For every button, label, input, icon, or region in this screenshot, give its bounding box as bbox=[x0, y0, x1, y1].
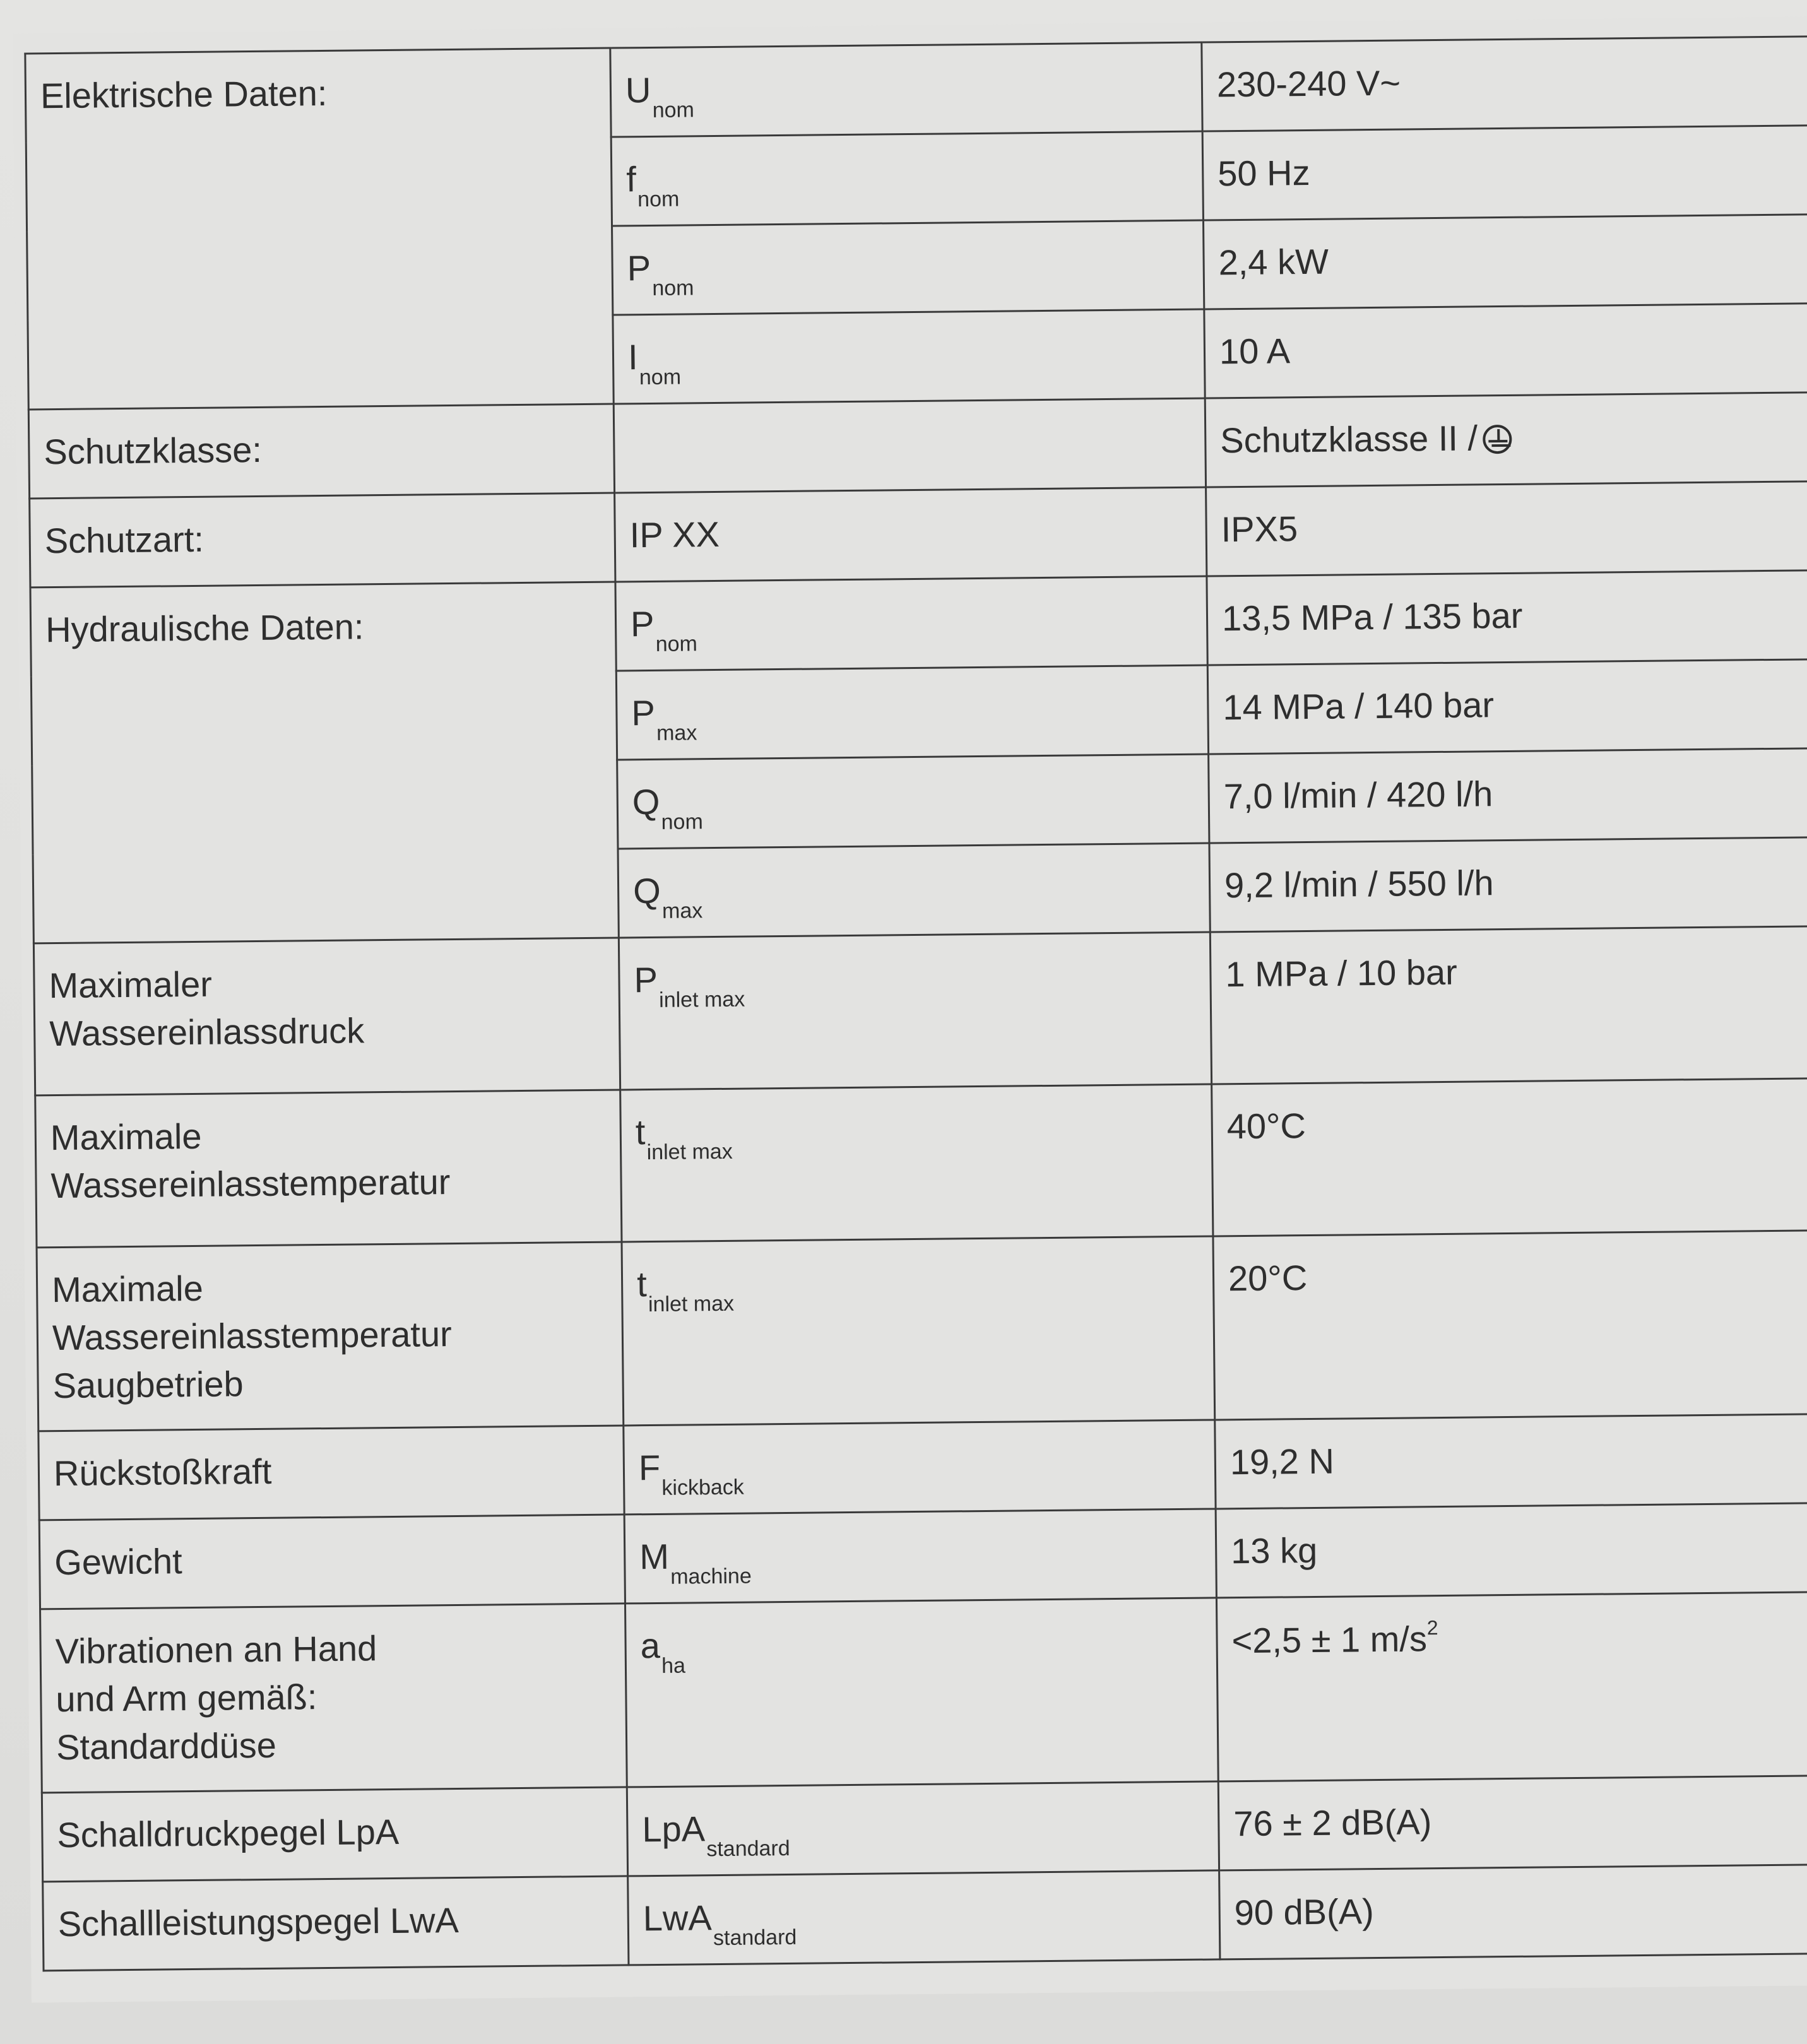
row-label-schutzklasse bbox=[28, 404, 614, 499]
value-text: 13,5 MPa / 135 bar bbox=[1221, 595, 1523, 639]
value-text: 76 ± 2 dB(A) bbox=[1233, 1802, 1432, 1844]
table-row bbox=[25, 36, 1807, 143]
symbol-subscript: nom bbox=[652, 98, 695, 122]
table-row bbox=[40, 1592, 1807, 1793]
value-cell bbox=[1202, 125, 1807, 220]
label-text: Wassereinlasstemperatur bbox=[50, 1162, 451, 1206]
label-text: Wassereinlasstemperatur bbox=[52, 1314, 453, 1358]
value-cell bbox=[1205, 392, 1807, 487]
label-text: Maximale bbox=[50, 1116, 202, 1158]
symbol-cell bbox=[624, 1420, 1216, 1515]
table-row bbox=[28, 392, 1807, 499]
value-cell bbox=[1209, 748, 1807, 843]
symbol-text: P bbox=[631, 692, 656, 733]
symbol-cell bbox=[615, 576, 1207, 671]
value-text: 1 MPa / 10 bar bbox=[1225, 952, 1458, 995]
label-text: Schallleistungspegel LwA bbox=[57, 1899, 459, 1944]
table-row bbox=[35, 1078, 1807, 1248]
symbol-text: Q bbox=[632, 781, 660, 822]
symbol-subscript: inlet max bbox=[646, 1139, 733, 1165]
symbol-subscript: ha bbox=[661, 1653, 686, 1678]
symbol-text: a bbox=[640, 1625, 661, 1666]
symbol-subscript: standard bbox=[706, 1836, 790, 1862]
symbol-subscript: nom bbox=[655, 632, 698, 656]
table-row bbox=[42, 1775, 1807, 1882]
value-text: Schutzklasse II / bbox=[1220, 418, 1478, 461]
symbol-text: IP XX bbox=[629, 514, 720, 555]
value-cell bbox=[1207, 659, 1807, 754]
symbol-cell bbox=[613, 309, 1205, 404]
value-text: 20°C bbox=[1228, 1258, 1308, 1299]
value-text: 230-240 V~ bbox=[1216, 62, 1401, 105]
value-cell bbox=[1203, 214, 1807, 309]
row-label-einlasstemp bbox=[35, 1090, 622, 1248]
label-text: Standarddüse bbox=[56, 1725, 277, 1768]
symbol-text: F bbox=[638, 1447, 661, 1488]
label-text: Hydraulische Daten: bbox=[45, 606, 364, 650]
value-text: 7,0 l/min / 420 l/h bbox=[1223, 774, 1493, 817]
label-text: und Arm gemäß: bbox=[56, 1677, 317, 1720]
value-cell bbox=[1206, 481, 1807, 576]
symbol-subscript: max bbox=[656, 721, 697, 745]
label-text: Wassereinlassdruck bbox=[49, 1010, 365, 1054]
symbol-subscript: max bbox=[661, 899, 703, 923]
table-row bbox=[30, 570, 1807, 676]
label-text: Rückstoßkraft bbox=[53, 1451, 272, 1494]
label-text: Vibrationen an Hand bbox=[55, 1628, 377, 1672]
row-label-schalldruck bbox=[42, 1787, 627, 1882]
value-cell bbox=[1202, 36, 1807, 131]
value-text: 40°C bbox=[1226, 1106, 1306, 1147]
symbol-subscript: inlet max bbox=[648, 1291, 735, 1317]
label-text: Maximale bbox=[51, 1268, 204, 1310]
symbol-cell bbox=[622, 1236, 1215, 1426]
label-text: Elektrische Daten: bbox=[40, 73, 328, 116]
value-cell bbox=[1213, 1230, 1807, 1420]
symbol-cell bbox=[620, 1084, 1213, 1242]
value-cell bbox=[1218, 1775, 1807, 1870]
value-cell bbox=[1216, 1503, 1807, 1598]
spec-sheet bbox=[13, 16, 1807, 2002]
value-text: 90 dB(A) bbox=[1234, 1891, 1375, 1933]
value-cell bbox=[1219, 1864, 1807, 1959]
symbol-text: P bbox=[627, 247, 651, 288]
row-label-elektrisch bbox=[25, 48, 613, 410]
symbol-subscript: machine bbox=[670, 1564, 752, 1589]
symbol-subscript: nom bbox=[652, 276, 694, 300]
symbol-text: P bbox=[630, 603, 655, 644]
row-label-vibration bbox=[40, 1604, 627, 1793]
table-row bbox=[43, 1864, 1807, 1970]
value-text: IPX5 bbox=[1221, 509, 1298, 550]
symbol-cell bbox=[612, 220, 1204, 315]
row-label-gewicht bbox=[39, 1515, 625, 1609]
protective-earth-icon bbox=[1483, 425, 1512, 454]
label-text: Schalldruckpegel LpA bbox=[57, 1811, 400, 1855]
symbol-text: M bbox=[639, 1536, 670, 1577]
value-superscript: 2 bbox=[1426, 1616, 1438, 1639]
value-text: 9,2 l/min / 550 l/h bbox=[1224, 863, 1494, 906]
label-text: Maximaler bbox=[49, 964, 213, 1006]
row-label-schallleistung bbox=[43, 1876, 629, 1971]
label-text: Gewicht bbox=[54, 1541, 182, 1583]
symbol-cell bbox=[616, 665, 1208, 760]
symbol-subscript: standard bbox=[713, 1925, 797, 1951]
value-text: 10 A bbox=[1219, 331, 1291, 372]
table-row bbox=[30, 481, 1807, 588]
value-cell bbox=[1215, 1414, 1807, 1509]
value-cell bbox=[1204, 303, 1807, 398]
symbol-subscript: kickback bbox=[661, 1475, 745, 1500]
value-text: <2,5 ± 1 m/s bbox=[1231, 1619, 1428, 1661]
table-row bbox=[33, 926, 1807, 1096]
symbol-cell bbox=[610, 42, 1202, 137]
table-row bbox=[39, 1503, 1807, 1609]
symbol-cell bbox=[625, 1598, 1218, 1787]
technical-data-table bbox=[24, 35, 1807, 1971]
symbol-cell bbox=[617, 754, 1209, 849]
row-label-hydraulisch bbox=[30, 582, 619, 943]
table-row bbox=[39, 1414, 1807, 1520]
value-cell bbox=[1210, 926, 1807, 1084]
symbol-cell bbox=[615, 487, 1207, 582]
value-text: 19,2 N bbox=[1229, 1441, 1335, 1482]
symbol-text: U bbox=[625, 69, 651, 110]
row-label-einlassdruck bbox=[33, 938, 620, 1096]
symbol-text: LpA bbox=[642, 1809, 706, 1850]
symbol-text: f bbox=[626, 159, 637, 199]
symbol-cell bbox=[624, 1509, 1216, 1604]
value-cell bbox=[1209, 837, 1807, 932]
symbol-subscript: nom bbox=[639, 365, 682, 390]
symbol-text: t bbox=[636, 1264, 647, 1304]
label-text: Schutzklasse: bbox=[44, 429, 263, 472]
symbol-text: P bbox=[634, 959, 658, 1000]
symbol-cell bbox=[613, 398, 1206, 493]
label-text: Schutzart: bbox=[44, 519, 204, 561]
table-row bbox=[37, 1230, 1807, 1431]
symbol-cell bbox=[627, 1781, 1219, 1876]
value-text: 2,4 kW bbox=[1218, 241, 1329, 283]
symbol-text: Q bbox=[632, 870, 661, 911]
row-label-einlasstemp-saug bbox=[37, 1242, 624, 1431]
symbol-subscript: nom bbox=[637, 187, 680, 212]
symbol-text: I bbox=[627, 337, 638, 377]
symbol-cell bbox=[618, 843, 1210, 938]
symbol-subscript: nom bbox=[661, 810, 703, 834]
symbol-cell bbox=[628, 1870, 1220, 1965]
value-text: 14 MPa / 140 bar bbox=[1223, 685, 1495, 728]
symbol-subscript: inlet max bbox=[658, 987, 745, 1012]
value-cell bbox=[1207, 570, 1807, 665]
value-cell bbox=[1216, 1592, 1807, 1781]
row-label-rueckstoss bbox=[39, 1426, 624, 1520]
symbol-cell bbox=[619, 932, 1211, 1090]
value-text: 13 kg bbox=[1230, 1530, 1318, 1571]
symbol-text: LwA bbox=[643, 1898, 713, 1939]
label-text: Saugbetrieb bbox=[52, 1364, 244, 1406]
value-text: 50 Hz bbox=[1217, 152, 1310, 194]
symbol-cell bbox=[611, 131, 1203, 226]
value-cell bbox=[1212, 1078, 1807, 1236]
row-label-schutzart bbox=[30, 493, 615, 588]
symbol-text: t bbox=[635, 1112, 646, 1152]
